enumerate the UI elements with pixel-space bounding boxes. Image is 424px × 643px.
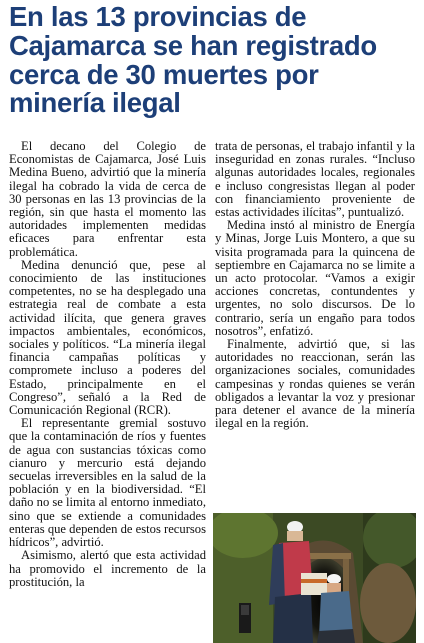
paragraph: El representante gremial sostuvo que la contaminación de ríos y fuentes de agua con sustancias tóxicas como cianuro y mercurio está dejando secuelas irreversibles en la salud de la población y en la biodiversidad. “El daño no se limita al entorno inmediato, sino que se extiende a comunidades enteras que dependen de estos recursos hídricos”, advirtió. <box>9 416 206 550</box>
headline: En las 13 provincias de Cajamarca se han registrado cerca de 30 muertes por minería ilegal <box>9 1 377 119</box>
article-column-right <box>215 140 415 430</box>
paragraph: Medina denunció que, pese al conocimiento de las instituciones competentes, no se ha desplegado una estrategia real de combate a esta actividad ilícita, que genera graves impactos ambientales, económicos, sociales y políticos. “La minería ilegal financia campañas políticas y compromete incluso a poderes del Estado, principalmente en el Congreso”, señaló a la Red de Comunicación Regional (RCR). <box>9 257 206 418</box>
paragraph: El decano del Colegio de Economistas de Cajamarca, José Luis Medina Bueno, advirtió que la minería ilegal ha cobrado la vida de cerca de 30 personas en las 13 provincias de la región, sin que hasta el momento las autoridades implementen medidas eficaces para enfrentar esta problemática. <box>9 139 206 259</box>
article-column-left <box>9 140 206 589</box>
paragraph: Asimismo, alertó que esta actividad ha promovido el incremento de la prostitución, la <box>9 548 206 589</box>
paragraph: Finalmente, advirtió que, si las autoridades no reaccionan, serán las organizaciones sociales, comunidades campesinas y rondas quienes se verán obligados a levantar la voz y presionar para detener el avance de la minería ilegal en la región. <box>215 337 415 431</box>
paragraph: Medina instó al ministro de Energía y Minas, Jorge Luis Montero, a que su visita programada para la quincena de septiembre en Cajamarca no se limite a un acto protocolar. “Vamos a exigir acciones concretas, contundentes y urgentes, no solo discursos. De lo contrario, sería un engaño para todos nosotros”, enfatizó. <box>215 218 415 338</box>
paragraph-continuation: trata de personas, el trabajo infantil y la inseguridad en zonas rurales. “Incluso algunas autoridades locales, regionales e incluso congresistas llegan al poder con financiamiento proveniente de estas actividades ilícitas”, puntualizó. <box>215 139 415 220</box>
mine-entrance-photo <box>213 513 416 643</box>
